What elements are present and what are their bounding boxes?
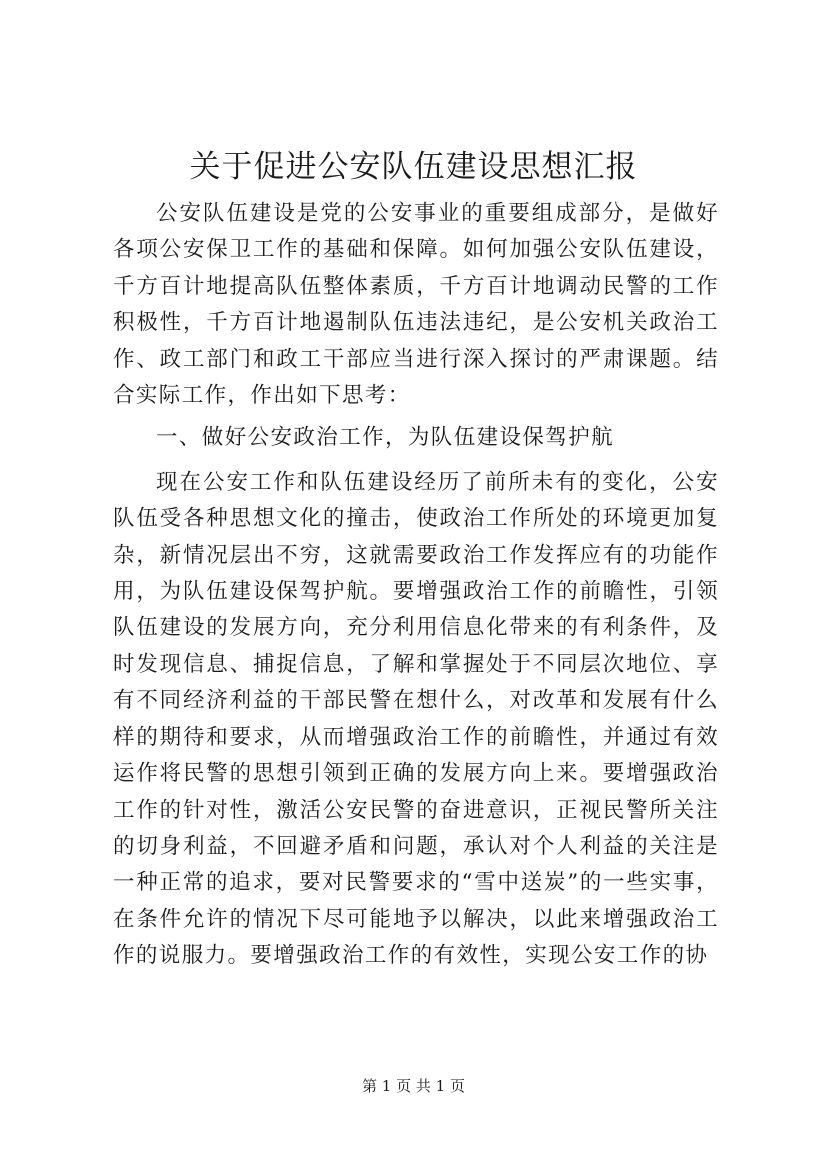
document-body xyxy=(113,196,719,975)
section-heading: 一、做好公安政治工作，为队伍建设保驾护航 xyxy=(156,425,615,451)
document-title: 关于促进公安队伍建设思想汇报 xyxy=(189,149,638,185)
intro-paragraph: 公安队伍建设是党的公安事业的重要组成部分，是做好各项公安保卫工作的基础和保障。如何加强公安队伍建设，千方百计地提高队伍整体素质，千方百计地调动民警的工作积极性，千方百计地遏制队伍违法违纪，是公安机关政治工作、政工部门和政工干部应当进行深入探讨的严肃课题。结合实际工作，作出如下思考： xyxy=(113,201,719,409)
page-footer: 第 1 页 共 1 页 xyxy=(362,1077,465,1095)
section-paragraph: 现在公安工作和队伍建设经历了前所未有的变化，公安队伍受各种思想文化的撞击，使政治工作所处的环境更加复杂，新情况层出不穷，这就需要政治工作发挥应有的功能作用，为队伍建设保驾护航。要增强政治工作的前瞻性，引领队伍建设的发展方向，充分利用信息化带来的有利条件，及时发现信息、捕捉信息，了解和掌握处于不同层次地位、享有不同经济利益的干部民警在想什么，对改革和发展有什么样的期待和要求，从而增强政治工作的前瞻性，并通过有效运作将民警的思想引领到正确的发展方向上来。要增强政治工作的针对性，激活公安民警的奋进意识，正视民警所关注的切身利益，不回避矛盾和问题，承认对个人利益的关注是一种正常的追求，要对民警要求的“雪中送炭”的一些实事，在条件允许的情况下尽可能地予以解决，以此来增强政治工作的说服力。要增强政治工作的有效性，实现公安工作的协 xyxy=(113,469,719,969)
